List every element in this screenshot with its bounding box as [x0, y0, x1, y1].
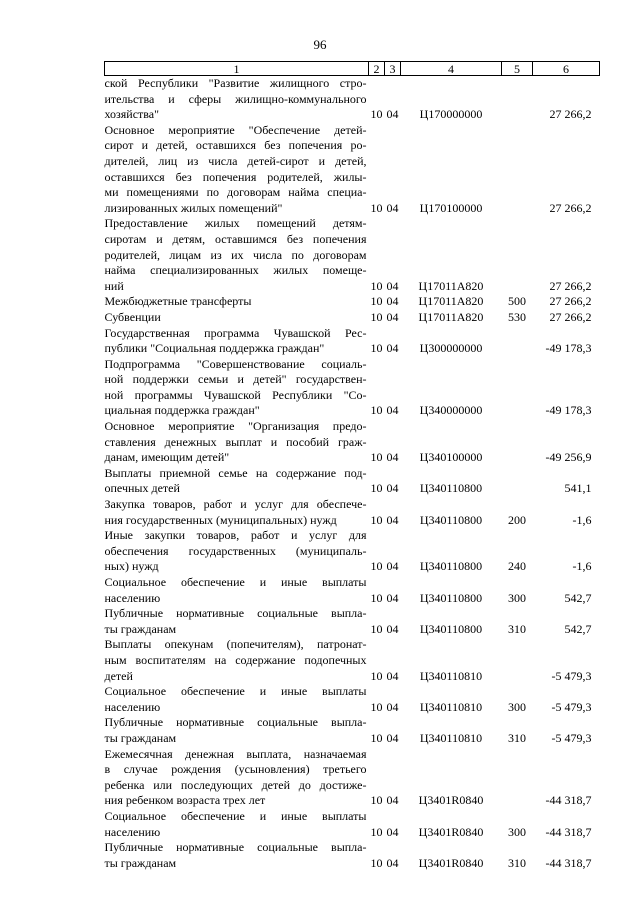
- row-target-article: Ц17011А820: [418, 294, 484, 309]
- row-expense-type: [502, 76, 533, 123]
- column-header: 6: [533, 62, 600, 76]
- row-expense-type: [502, 216, 533, 294]
- row-name-line: лизированных жилых помещений": [104, 200, 283, 215]
- row-expense-type: 240: [508, 559, 526, 574]
- row-name-line: родителей, лицам из их числа по договорам: [104, 247, 367, 262]
- row-expense-type: 530: [508, 309, 526, 324]
- table-row: [105, 809, 600, 840]
- row-name-line: ты гражданам: [104, 855, 177, 870]
- row-target-article: Ц17011А820: [418, 278, 484, 293]
- row-section: 10: [370, 559, 383, 574]
- row-target-article: Ц340110800: [419, 559, 483, 574]
- row-name-line: Выплаты опекунам (попечителям), патронат-: [104, 637, 367, 652]
- row-amount: 27 266,2: [549, 278, 592, 293]
- row-name-line: Государственная программа Чувашской Рес-: [104, 325, 367, 340]
- table-row: [105, 606, 600, 637]
- row-subsection: 04: [386, 590, 399, 605]
- row-amount: 542,7: [564, 621, 592, 636]
- row-section: 10: [370, 824, 383, 839]
- row-section: 10: [370, 730, 383, 745]
- row-name: [105, 419, 369, 466]
- row-amount: -1,6: [572, 512, 592, 527]
- row-section: 10: [370, 294, 383, 309]
- table-row: [105, 715, 600, 746]
- table-row: [105, 840, 600, 871]
- row-target-article: Ц340110810: [419, 668, 483, 683]
- table-row: [105, 419, 600, 466]
- row-subsection: 04: [386, 450, 399, 465]
- row-subsection: 04: [386, 855, 399, 870]
- row-section: 10: [370, 590, 383, 605]
- row-subsection: 04: [386, 621, 399, 636]
- row-name: [105, 606, 369, 637]
- column-header: 2: [369, 62, 385, 76]
- row-subsection: 04: [386, 107, 399, 122]
- row-amount: -5 479,3: [551, 668, 592, 683]
- table-row: [105, 466, 600, 497]
- row-name-line: Иные закупки товаров, работ и услуг для: [104, 528, 367, 543]
- row-name: [105, 466, 369, 497]
- row-amount: -49 256,9: [545, 450, 592, 465]
- row-target-article: Ц340110800: [419, 481, 483, 496]
- row-name-line: сирот и детей, оставшихся без попечения ро-: [104, 138, 367, 153]
- row-name-line: ребенка или последующих детей до достиже-: [104, 777, 367, 792]
- row-name-line: обеспечения государственных (муниципаль-: [104, 543, 367, 558]
- row-name-line: Ежемесячная денежная выплата, назначаемая: [104, 746, 367, 761]
- row-name-line: сиротам и детям, оставшимся без попечения: [104, 231, 367, 246]
- row-name: [105, 637, 369, 684]
- row-target-article: Ц300000000: [419, 341, 483, 356]
- row-target-article: Ц3401R0840: [418, 855, 484, 870]
- row-expense-type: [502, 419, 533, 466]
- row-subsection: 04: [386, 403, 399, 418]
- row-subsection: 04: [386, 481, 399, 496]
- row-name-line: Субвенции: [104, 309, 161, 324]
- row-subsection: 04: [386, 699, 399, 714]
- row-subsection: 04: [386, 512, 399, 527]
- row-section: 10: [370, 278, 383, 293]
- table-row: [105, 637, 600, 684]
- row-name-line: Выплаты приемной семье на содержание под-: [104, 465, 367, 480]
- row-name-line: Основное мероприятие "Обеспечение детей-: [104, 122, 367, 137]
- row-section: 10: [370, 855, 383, 870]
- row-name-line: Межбюджетные трансферты: [104, 294, 252, 309]
- row-amount: -5 479,3: [551, 699, 592, 714]
- row-section: 10: [370, 341, 383, 356]
- row-name: [105, 809, 369, 840]
- row-target-article: Ц340110810: [419, 730, 483, 745]
- row-subsection: 04: [386, 278, 399, 293]
- row-section: 10: [370, 107, 383, 122]
- table-row: [105, 747, 600, 809]
- row-expense-type: 300: [508, 699, 526, 714]
- row-name-line: Публичные нормативные социальные выпла-: [104, 840, 367, 855]
- row-target-article: Ц170000000: [419, 107, 483, 122]
- table-row: [105, 357, 600, 419]
- row-section: 10: [370, 621, 383, 636]
- table-row: [105, 684, 600, 715]
- row-name-line: опечных детей: [104, 481, 180, 496]
- row-name: [105, 357, 369, 419]
- row-amount: 27 266,2: [549, 294, 592, 309]
- table-header-row: [105, 62, 600, 76]
- row-amount: -44 318,7: [545, 793, 592, 808]
- row-target-article: Ц170100000: [419, 200, 483, 215]
- row-section: 10: [370, 200, 383, 215]
- row-name-line: ской Республики "Развитие жилищного стро-: [104, 76, 367, 90]
- row-section: 10: [370, 699, 383, 714]
- row-name-line: дителей, лиц из числа детей-сирот и детей,: [104, 153, 367, 168]
- row-amount: -1,6: [572, 559, 592, 574]
- row-subsection: 04: [386, 668, 399, 683]
- row-name-line: Предоставление жилых помещений детям-: [104, 216, 367, 231]
- row-section: 10: [370, 403, 383, 418]
- table-body: [105, 76, 600, 872]
- table-row: [105, 294, 600, 310]
- row-name-line: ния государственных (муниципальных) нужд: [104, 512, 337, 527]
- row-name-line: ты гражданам: [104, 730, 177, 745]
- row-name-line: Публичные нормативные социальные выпла-: [104, 715, 367, 730]
- row-target-article: Ц340100000: [419, 450, 483, 465]
- row-expense-type: 310: [508, 730, 526, 745]
- row-subsection: 04: [386, 793, 399, 808]
- row-name-line: ты гражданам: [104, 621, 177, 636]
- table-row: [105, 76, 600, 123]
- row-amount: 27 266,2: [549, 200, 592, 215]
- row-expense-type: 300: [508, 824, 526, 839]
- row-amount: 541,1: [564, 481, 592, 496]
- row-target-article: Ц340000000: [419, 403, 483, 418]
- row-section: 10: [370, 450, 383, 465]
- row-amount: -44 318,7: [545, 824, 592, 839]
- row-name-line: ительства и сферы жилищно-коммунального: [104, 91, 367, 106]
- column-header: 5: [502, 62, 533, 76]
- row-name: [105, 575, 369, 606]
- row-expense-type: 310: [508, 621, 526, 636]
- row-name-line: Социальное обеспечение и иные выплаты: [104, 684, 367, 699]
- row-name-line: Публичные нормативные социальные выпла-: [104, 606, 367, 621]
- table-row: [105, 528, 600, 575]
- row-target-article: Ц3401R0840: [418, 793, 484, 808]
- row-target-article: Ц17011А820: [418, 309, 484, 324]
- row-name-line: ставления денежных выплат и пособий граж-: [104, 434, 367, 449]
- row-name: [105, 497, 369, 528]
- column-header: 3: [385, 62, 401, 76]
- row-name-line: в случае рождения (усыновления) третьего: [104, 762, 367, 777]
- row-name-line: ной программы Чувашской Республики "Со-: [104, 387, 367, 402]
- row-name-line: Основное мероприятие "Организация предо-: [104, 419, 367, 434]
- row-name: [105, 684, 369, 715]
- row-name: [105, 216, 369, 294]
- row-section: 10: [370, 309, 383, 324]
- table-row: [105, 216, 600, 294]
- row-target-article: Ц3401R0840: [418, 824, 484, 839]
- row-name-line: населению: [104, 590, 161, 605]
- row-section: 10: [370, 668, 383, 683]
- row-name-line: ных) нужд: [104, 559, 159, 574]
- row-target-article: Ц340110800: [419, 590, 483, 605]
- row-amount: 542,7: [564, 590, 592, 605]
- row-name-line: населению: [104, 824, 161, 839]
- row-subsection: 04: [386, 824, 399, 839]
- row-expense-type: [502, 747, 533, 809]
- row-expense-type: 200: [508, 512, 526, 527]
- row-subsection: 04: [386, 730, 399, 745]
- budget-table: [104, 61, 600, 871]
- row-expense-type: [502, 123, 533, 217]
- row-subsection: 04: [386, 559, 399, 574]
- row-name: [105, 76, 369, 123]
- row-target-article: Ц340110800: [419, 512, 483, 527]
- row-subsection: 04: [386, 341, 399, 356]
- row-name-line: Социальное обеспечение и иные выплаты: [104, 575, 367, 589]
- column-header: 1: [105, 62, 369, 76]
- row-name-line: найма специализированных жилых помеще-: [104, 263, 367, 278]
- page-number: 96: [313, 37, 327, 52]
- row-name-line: ной поддержки семьи и детей" государствен-: [104, 372, 367, 387]
- row-name: [105, 294, 369, 310]
- row-subsection: 04: [386, 309, 399, 324]
- row-amount: -49 178,3: [545, 403, 592, 418]
- row-name: [105, 310, 369, 326]
- row-expense-type: [502, 326, 533, 357]
- row-name-line: Закупка товаров, работ и услуг для обеспече-: [104, 497, 367, 512]
- row-target-article: Ц340110810: [419, 699, 483, 714]
- row-name-line: ми помещениями по договорам найма специа-: [104, 185, 367, 200]
- row-section: 10: [370, 481, 383, 496]
- row-name-line: публики "Социальная поддержка граждан": [104, 341, 325, 356]
- table-row: [105, 326, 600, 357]
- row-name-line: ний: [104, 278, 124, 293]
- row-name: [105, 123, 369, 217]
- row-amount: -5 479,3: [551, 730, 592, 745]
- row-expense-type: 500: [508, 294, 526, 309]
- column-header: 4: [401, 62, 502, 76]
- row-amount: 27 266,2: [549, 107, 592, 122]
- table-row: [105, 310, 600, 326]
- table-row: [105, 123, 600, 217]
- row-expense-type: [502, 637, 533, 684]
- row-name-line: ния ребенком возраста трех лет: [104, 793, 266, 808]
- row-name: [105, 528, 369, 575]
- row-name-line: данам, имеющим детей": [104, 450, 230, 465]
- table-row: [105, 575, 600, 606]
- row-amount: -49 178,3: [545, 341, 592, 356]
- row-name: [105, 747, 369, 809]
- row-name: [105, 840, 369, 871]
- row-name: [105, 715, 369, 746]
- row-subsection: 04: [386, 294, 399, 309]
- row-section: 10: [370, 512, 383, 527]
- row-target-article: Ц340110800: [419, 621, 483, 636]
- row-expense-type: 310: [508, 855, 526, 870]
- row-name-line: оставшихся без попечения родителей, жилы-: [104, 169, 367, 184]
- row-name-line: ным воспитателям на содержание подопечных: [104, 652, 367, 667]
- row-expense-type: [502, 357, 533, 419]
- row-name-line: Социальное обеспечение и иные выплаты: [104, 808, 367, 823]
- row-name: [105, 326, 369, 357]
- row-expense-type: [502, 466, 533, 497]
- row-name-line: хозяйства": [104, 107, 160, 122]
- row-name-line: детей: [104, 668, 133, 683]
- row-name-line: Подпрограмма "Совершенствование социаль-: [104, 356, 367, 371]
- row-amount: 27 266,2: [549, 309, 592, 324]
- row-subsection: 04: [386, 200, 399, 215]
- row-amount: -44 318,7: [545, 855, 592, 870]
- table-row: [105, 497, 600, 528]
- row-name-line: циальная поддержка граждан": [104, 403, 260, 418]
- row-name-line: населению: [104, 699, 161, 714]
- row-expense-type: 300: [508, 590, 526, 605]
- row-section: 10: [370, 793, 383, 808]
